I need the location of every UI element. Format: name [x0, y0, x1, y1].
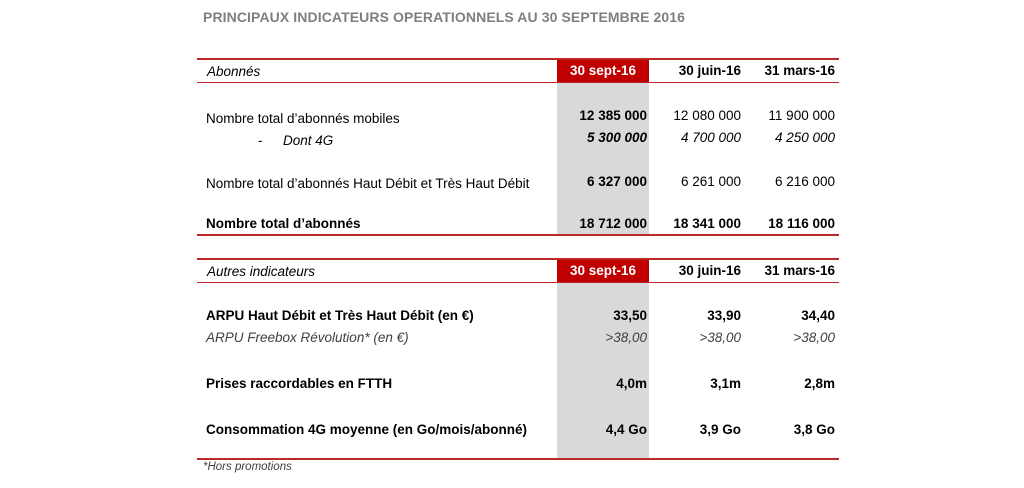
row-prefix-4g: - — [258, 133, 263, 148]
row-label-arpu: ARPU Haut Débit et Très Haut Débit (en €) — [206, 308, 474, 323]
cell-value: 12 385 000 — [579, 108, 647, 123]
cell-value: 4,0m — [616, 376, 647, 391]
cell-value: 6 327 000 — [586, 174, 647, 189]
current-period-shade — [557, 81, 649, 235]
cell-value: >38,00 — [699, 330, 741, 345]
cell-value: 5 300 000 — [586, 130, 647, 145]
page-title: PRINCIPAUX INDICATEURS OPERATIONNELS AU 30 SEPTEMBRE 2016 — [203, 9, 686, 25]
row-label-total: Nombre total d’abonnés — [206, 216, 361, 231]
column-header-current: 30 sept-16 — [557, 60, 649, 82]
cell-value: >38,00 — [605, 330, 647, 345]
section2-header-rule — [197, 282, 839, 283]
column-header-mar-2: 31 mars-16 — [764, 263, 835, 278]
row-label-conso-4g: Consommation 4G moyenne (en Go/mois/abonné) — [206, 422, 528, 437]
cell-value: 34,40 — [801, 308, 835, 323]
cell-value: 3,8 Go — [793, 422, 835, 437]
cell-value: 4,4 Go — [605, 422, 647, 437]
row-label-broadband: Nombre total d’abonnés Haut Débit et Très Haut Débit — [206, 176, 530, 191]
column-header-jun: 30 juin-16 — [678, 63, 741, 78]
cell-value: 18 712 000 — [579, 216, 647, 231]
row-label-ftth: Prises raccordables en FTTH — [206, 376, 393, 391]
cell-value: 3,1m — [710, 376, 741, 391]
row-label-mobile: Nombre total d’abonnés mobiles — [206, 111, 400, 126]
section-label-autres: Autres indicateurs — [207, 264, 316, 279]
column-header-jun-2: 30 juin-16 — [678, 263, 741, 278]
cell-value: 4 700 000 — [680, 130, 741, 145]
column-header-current-2: 30 sept-16 — [557, 260, 649, 282]
section-header-rule — [197, 82, 839, 83]
cell-value: 2,8m — [804, 376, 835, 391]
cell-value: >38,00 — [793, 330, 835, 345]
column-header-mar: 31 mars-16 — [764, 63, 835, 78]
footnote: *Hors promotions — [203, 461, 292, 473]
cell-value: 33,90 — [707, 308, 741, 323]
cell-value: 6 216 000 — [774, 174, 835, 189]
row-label-4g: Dont 4G — [283, 133, 334, 148]
cell-value: 6 261 000 — [680, 174, 741, 189]
cell-value: 33,50 — [613, 308, 647, 323]
cell-value: 18 116 000 — [768, 216, 835, 231]
cell-value: 4 250 000 — [774, 130, 835, 145]
table-bottom-rule — [197, 458, 839, 460]
section-bottom-rule — [197, 234, 839, 236]
cell-value: 11 900 000 — [768, 108, 835, 123]
cell-value: 18 341 000 — [673, 216, 741, 231]
row-label-arpu-freebox: ARPU Freebox Révolution* (en €) — [206, 330, 409, 345]
cell-value: 3,9 Go — [699, 422, 741, 437]
section-label-abonnes: Abonnés — [207, 64, 261, 79]
cell-value: 12 080 000 — [673, 108, 741, 123]
